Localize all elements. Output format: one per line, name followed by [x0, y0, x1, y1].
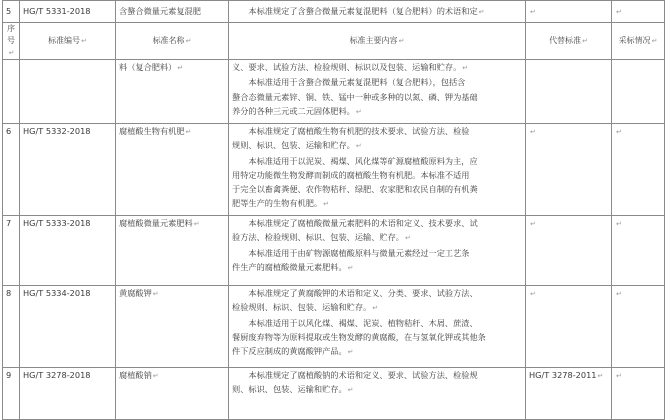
paragraph-mark: ↵	[616, 128, 622, 136]
content-line	[232, 286, 522, 300]
header-replaces-text: 代替标准	[549, 36, 582, 45]
adopt-cell	[612, 286, 665, 368]
content-line-text: 本标准规定了腐植酸微量元素肥料的术语和定义、技术要求、试	[248, 218, 478, 228]
content-line-text: 用特定功能微生物发酵而制成的腐植酸生物有机肥。本标准不适用	[232, 169, 470, 180]
table-row	[3, 368, 665, 420]
paragraph-mark: ↵	[616, 220, 622, 228]
content-line-text: 于完全以畜禽粪便、农作物秸秆、绿肥、农家肥和农民自制的有机粪	[232, 184, 478, 195]
paragraph-mark: ↵	[177, 64, 184, 72]
content-line	[232, 330, 522, 344]
paragraph-mark: ↵	[478, 7, 485, 16]
paragraph-mark: ↵	[347, 348, 354, 357]
paragraph-mark: ↵	[185, 37, 192, 45]
content-line	[232, 300, 522, 315]
name-cell	[116, 1, 229, 23]
content-line-text: 则、标识、包装、运输和贮存。	[232, 384, 347, 395]
header-seq	[3, 23, 20, 60]
header-replaces	[526, 23, 612, 60]
paragraph-mark: ↵	[152, 372, 159, 380]
header-code-text: 标准编号	[48, 36, 81, 45]
name-cell	[116, 60, 229, 124]
adopt-cell	[612, 124, 665, 216]
header-name	[116, 23, 229, 60]
content-line-text: 规则、标识、包装、运输和贮存。	[232, 140, 355, 151]
seq-cell-text: 5	[6, 6, 12, 17]
seq-cell-text: 9	[6, 370, 12, 380]
seq-cell-text: 8	[6, 288, 12, 298]
content-line	[232, 316, 522, 330]
content-line-text: 本标准规定了腐植酸钠的术语和定义、要求、试验方法、检验规	[248, 370, 478, 380]
content-cell	[229, 1, 526, 23]
content-line-text: 本标准规定了黄腐酸钾的术语和定义、分类、要求、试验方法、	[248, 288, 478, 298]
content-line	[232, 104, 522, 119]
content-line-text: 本标准适用于以风化煤、褐煤、泥炭、植物秸秆、木屑、蔗渣、	[248, 317, 478, 328]
content-line	[232, 154, 522, 168]
header-content	[229, 23, 526, 60]
paragraph-mark: ↵	[347, 263, 354, 272]
content-line	[232, 168, 522, 182]
table-row	[3, 124, 665, 216]
content-line-text: 螯合态微量元素锌、铜、铁、锰中一种或多种的以氮、磷、钾为基础	[232, 91, 478, 102]
paragraph-mark: ↵	[530, 128, 536, 136]
name-cell	[116, 286, 229, 368]
content-line-text: 本标准适用于以泥炭、褐煤、风化煤等矿源腐植酸原料为主，应	[248, 155, 478, 166]
table-row	[3, 1, 665, 23]
paragraph-mark: ↵	[651, 37, 658, 45]
name-cell-text: 料（复合肥料）	[119, 62, 177, 72]
paragraph-mark: ↵	[530, 290, 536, 298]
content-line-text: 餐厨废弃物等为原料提取或生物发酵的黄腐酸，在与氢氧化钾或其他条	[232, 331, 486, 342]
seq-cell	[3, 124, 20, 216]
content-line	[232, 90, 522, 104]
table-row	[3, 286, 665, 368]
paragraph-mark: ↵	[530, 220, 536, 228]
seq-cell-text: 7	[6, 218, 12, 228]
seq-cell	[3, 1, 20, 23]
paragraph-mark: ↵	[152, 290, 159, 298]
seq-cell	[3, 286, 20, 368]
paragraph-mark: ↵	[462, 64, 469, 72]
content-line	[232, 196, 522, 211]
paragraph-mark: ↵	[597, 372, 604, 380]
name-cell	[116, 368, 229, 420]
content-cell	[229, 368, 526, 420]
content-line-text: 本标准规定了含螯合微量元素复混肥料（复合肥料）的术语和定	[248, 5, 478, 16]
content-line	[232, 75, 522, 89]
code-cell	[20, 216, 116, 286]
content-line	[232, 124, 522, 138]
content-line	[232, 382, 522, 397]
replaces-cell-text: HG/T 3278-2011	[529, 370, 597, 380]
seq-cell-text: 6	[6, 126, 12, 136]
name-cell-text: 腐植酸钠	[119, 370, 152, 380]
content-cell	[229, 124, 526, 216]
header-adopt-text: 采标情况	[618, 36, 651, 45]
replaces-cell	[526, 286, 612, 368]
table-header-row	[3, 23, 665, 60]
replaces-cell	[526, 124, 612, 216]
content-line-text: 本标准适用于由矿物源腐植酸原料与微量元素经过一定工艺条	[248, 247, 470, 258]
content-line-text: 义、要求、试验方法、检验规则、标识以及包装、运输和贮存。	[232, 62, 462, 72]
paragraph-mark: ↵	[616, 290, 622, 298]
content-line	[232, 344, 522, 359]
content-line	[232, 182, 522, 196]
header-seq-text: 序号	[7, 24, 15, 45]
table-row	[3, 60, 665, 124]
header-adopt	[612, 23, 665, 60]
header-content-text: 标准主要内容	[349, 36, 398, 45]
name-cell-text: 腐植酸生物有机肥	[119, 126, 185, 136]
seq-cell	[3, 216, 20, 286]
code-cell	[20, 368, 116, 420]
paragraph-mark: ↵	[8, 49, 15, 57]
name-cell-text: 含螯合微量元素复混肥	[119, 6, 201, 17]
seq-cell	[3, 60, 20, 124]
code-cell-text: HG/T 5332-2018	[23, 126, 91, 136]
content-line-text: 验方法、检验规则、标识、包装、运输、贮存。	[232, 232, 404, 243]
code-cell	[20, 286, 116, 368]
content-line-text: 养分的各种三元或二元固体肥料。	[232, 105, 355, 116]
standards-table	[2, 0, 665, 420]
content-cell	[229, 286, 526, 368]
content-line-text: 本标准适用于含螯合微量元素复混肥料（复合肥料），包括含	[248, 77, 466, 88]
content-line-text: 件生产的腐植酸微量元素肥料。	[232, 261, 347, 272]
replaces-cell	[526, 1, 612, 23]
header-code	[20, 23, 116, 60]
content-line	[232, 138, 522, 153]
content-line-text: 件下反应制成的黄腐酸钾产品。	[232, 346, 347, 357]
paragraph-mark: ↵	[347, 386, 354, 395]
table-row	[3, 216, 665, 286]
paragraph-mark: ↵	[355, 142, 362, 151]
content-line	[232, 230, 522, 245]
replaces-cell	[526, 60, 612, 124]
content-line	[232, 4, 522, 19]
content-line	[232, 60, 522, 75]
code-cell-text: HG/T 5333-2018	[23, 218, 91, 228]
content-line-text: 本标准规定了腐植酸生物有机肥的技术要求、试验方法、检验	[248, 126, 470, 136]
code-cell	[20, 1, 116, 23]
name-cell-text: 黄腐酸钾	[119, 288, 152, 298]
paragraph-mark: ↵	[372, 304, 379, 313]
adopt-cell	[612, 60, 665, 124]
paragraph-mark: ↵	[404, 234, 411, 243]
adopt-cell	[612, 368, 665, 420]
paragraph-mark: ↵	[81, 37, 87, 45]
name-cell	[116, 124, 229, 216]
content-line	[232, 216, 522, 230]
paragraph-mark: ↵	[323, 200, 329, 209]
paragraph-mark: ↵	[616, 7, 622, 16]
paragraph-mark: ↵	[530, 7, 536, 16]
content-line	[232, 246, 522, 260]
adopt-cell	[612, 216, 665, 286]
content-cell	[229, 60, 526, 124]
seq-cell	[3, 368, 20, 420]
header-name-text: 标准名称	[152, 36, 185, 45]
code-cell-text: HG/T 5334-2018	[23, 288, 91, 298]
content-line-text: 肥等生产的生物有机肥。	[232, 198, 323, 209]
paragraph-mark: ↵	[398, 37, 405, 45]
content-line	[232, 260, 522, 275]
name-cell	[116, 216, 229, 286]
content-cell	[229, 216, 526, 286]
content-line	[232, 368, 522, 382]
code-cell	[20, 124, 116, 216]
code-cell-text: HG/T 3278-2018	[23, 370, 91, 380]
paragraph-mark: ↵	[355, 107, 362, 116]
replaces-cell	[526, 368, 612, 420]
code-cell-text: HG/T 5331-2018	[23, 6, 91, 17]
adopt-cell	[612, 1, 665, 23]
paragraph-mark: ↵	[185, 128, 192, 136]
content-line-text: 检验规则、标识、包装、运输和贮存。	[232, 302, 372, 313]
paragraph-mark: ↵	[193, 220, 200, 228]
paragraph-mark: ↵	[582, 37, 588, 45]
code-cell	[20, 60, 116, 124]
paragraph-mark: ↵	[616, 372, 622, 380]
name-cell-text: 腐植酸微量元素肥料	[119, 218, 193, 228]
replaces-cell	[526, 216, 612, 286]
